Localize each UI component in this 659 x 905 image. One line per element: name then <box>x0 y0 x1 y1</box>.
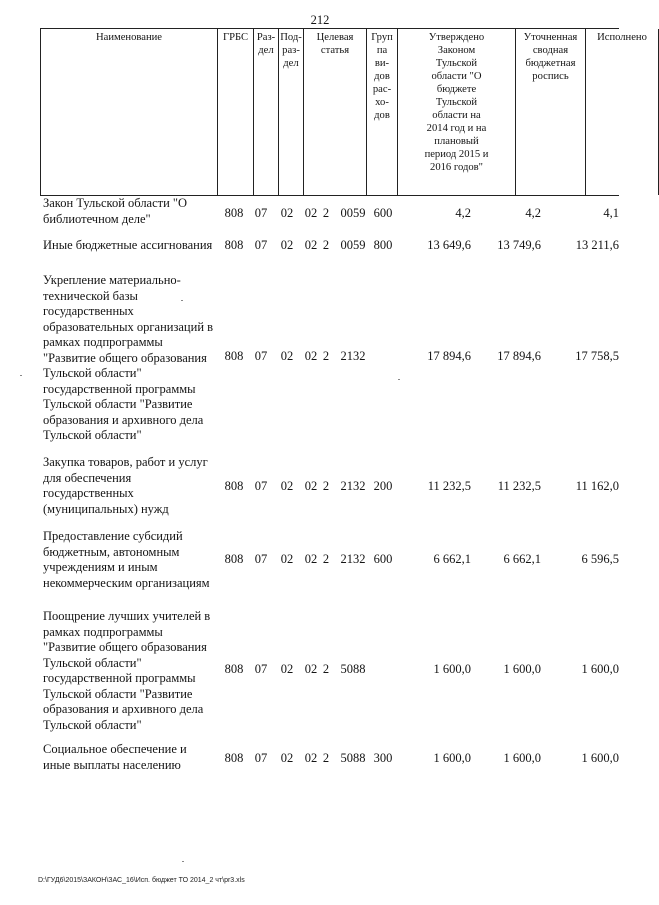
row-cs-subprogram: 2 <box>322 662 330 676</box>
row-cs-program: 02 <box>304 552 318 566</box>
row-revised: 13 749,6 <box>497 238 541 252</box>
row-podrazdel: 02 <box>280 349 294 363</box>
row-podrazdel: 02 <box>280 206 294 220</box>
row-executed: 13 211,6 <box>575 238 619 252</box>
row-cs-program: 02 <box>304 206 318 220</box>
row-name: Иные бюджетные ассигнования <box>43 238 213 252</box>
scan-speck <box>182 861 184 862</box>
table-header <box>40 28 647 196</box>
row-grbs: 808 <box>224 349 244 363</box>
row-revised: 11 232,5 <box>497 479 541 493</box>
row-cs-direction: 2132 <box>340 479 366 493</box>
row-executed: 1 600,0 <box>581 751 619 765</box>
row-cs-direction: 0059 <box>340 206 366 220</box>
row-cs-subprogram: 2 <box>322 751 330 765</box>
row-executed: 11 162,0 <box>575 479 619 493</box>
row-razdel: 07 <box>254 479 268 493</box>
row-cs-subprogram: 2 <box>322 479 330 493</box>
row-approved: 1 600,0 <box>433 751 471 765</box>
file-path-footer: D:\ГУД6\2015\ЗАКОН\ЗАС_16\Исп. бюджет ТО 2014_2 чт\pr3.xls <box>38 877 245 884</box>
row-cs-program: 02 <box>304 662 318 676</box>
row-name: Закон Тульской области "О библиотечном деле" <box>43 196 188 226</box>
row-cs-program: 02 <box>304 479 318 493</box>
header-razdel: Раз- дел <box>253 29 278 195</box>
row-cs-program: 02 <box>304 751 318 765</box>
row-vid-rashodov: 600 <box>373 206 393 220</box>
row-vid-rashodov: 600 <box>373 552 393 566</box>
row-executed: 17 758,5 <box>575 349 619 363</box>
row-cs-subprogram: 2 <box>322 238 330 252</box>
header-celevaya-statya: Целевая статья <box>303 29 366 195</box>
row-grbs: 808 <box>224 552 244 566</box>
row-approved: 17 894,6 <box>427 349 471 363</box>
row-approved: 4,2 <box>455 206 471 220</box>
row-cs-direction: 2132 <box>340 552 366 566</box>
row-grbs: 808 <box>224 206 244 220</box>
row-name: Социальное обеспечение и иные выплаты населению <box>43 742 187 772</box>
row-name: Укрепление материально- технической базы государственных образовательных организаций в рамках подпрограммы "Развитие общего образования Тульской области" государственной программы Тульской области "Развитие образования и архивного дела Тульской области" <box>43 273 214 442</box>
row-podrazdel: 02 <box>280 238 294 252</box>
row-executed: 6 596,5 <box>581 552 619 566</box>
row-cs-direction: 0059 <box>340 238 366 252</box>
scan-speck <box>20 375 22 376</box>
row-cs-program: 02 <box>304 349 318 363</box>
row-podrazdel: 02 <box>280 552 294 566</box>
row-cs-subprogram: 2 <box>322 552 330 566</box>
row-revised: 1 600,0 <box>503 662 541 676</box>
row-revised: 4,2 <box>525 206 541 220</box>
row-grbs: 808 <box>224 662 244 676</box>
row-cs-subprogram: 2 <box>322 349 330 363</box>
row-razdel: 07 <box>254 662 268 676</box>
row-podrazdel: 02 <box>280 479 294 493</box>
row-name: Закупка товаров, работ и услуг для обеспечения государственных (муниципальных) нужд <box>43 455 208 516</box>
row-vid-rashodov: 200 <box>373 479 393 493</box>
row-executed: 1 600,0 <box>581 662 619 676</box>
row-name: Предоставление субсидий бюджетным, автономным учреждениям и иным некоммерческим организациям <box>43 529 210 590</box>
header-gruppa-vidov: Груп па ви- дов рас- хо- дов <box>366 29 397 195</box>
row-grbs: 808 <box>224 751 244 765</box>
row-cs-direction: 2132 <box>340 349 366 363</box>
header-name: Наименование <box>40 29 217 195</box>
row-cs-direction: 5088 <box>340 662 366 676</box>
row-revised: 1 600,0 <box>503 751 541 765</box>
row-approved: 13 649,6 <box>427 238 471 252</box>
row-cs-subprogram: 2 <box>322 206 330 220</box>
scan-speck <box>181 300 183 301</box>
row-podrazdel: 02 <box>280 751 294 765</box>
row-razdel: 07 <box>254 349 268 363</box>
header-ispolneno: Исполнено <box>585 29 659 195</box>
row-vid-rashodov: 800 <box>373 238 393 252</box>
row-razdel: 07 <box>254 206 268 220</box>
row-name: Поощрение лучших учителей в рамках подпрограммы "Развитие общего образования Тульской области" государственной программы Тульской области "Развитие образования и архивного дела Тульской области" <box>43 609 211 732</box>
header-grbs: ГРБС <box>217 29 253 195</box>
row-grbs: 808 <box>224 238 244 252</box>
header-utochnennaya: Уточненная сводная бюджетная роспись <box>515 29 585 195</box>
row-cs-program: 02 <box>304 238 318 252</box>
row-revised: 17 894,6 <box>497 349 541 363</box>
row-executed: 4,1 <box>603 206 619 220</box>
row-razdel: 07 <box>254 751 268 765</box>
row-podrazdel: 02 <box>280 662 294 676</box>
row-approved: 1 600,0 <box>433 662 471 676</box>
row-vid-rashodov: 300 <box>373 751 393 765</box>
row-approved: 11 232,5 <box>427 479 471 493</box>
header-podrazdel: Под- раз- дел <box>278 29 303 195</box>
row-cs-direction: 5088 <box>340 751 366 765</box>
scan-speck <box>398 379 400 380</box>
row-grbs: 808 <box>224 479 244 493</box>
row-revised: 6 662,1 <box>503 552 541 566</box>
page-number: 212 <box>310 13 330 27</box>
row-razdel: 07 <box>254 238 268 252</box>
header-utverzhdeno: Утверждено Законом Тульской области "О бюджете Тульской области на 2014 год и на плановый период 2015 и 2016 годов" <box>397 29 515 195</box>
row-razdel: 07 <box>254 552 268 566</box>
row-approved: 6 662,1 <box>433 552 471 566</box>
